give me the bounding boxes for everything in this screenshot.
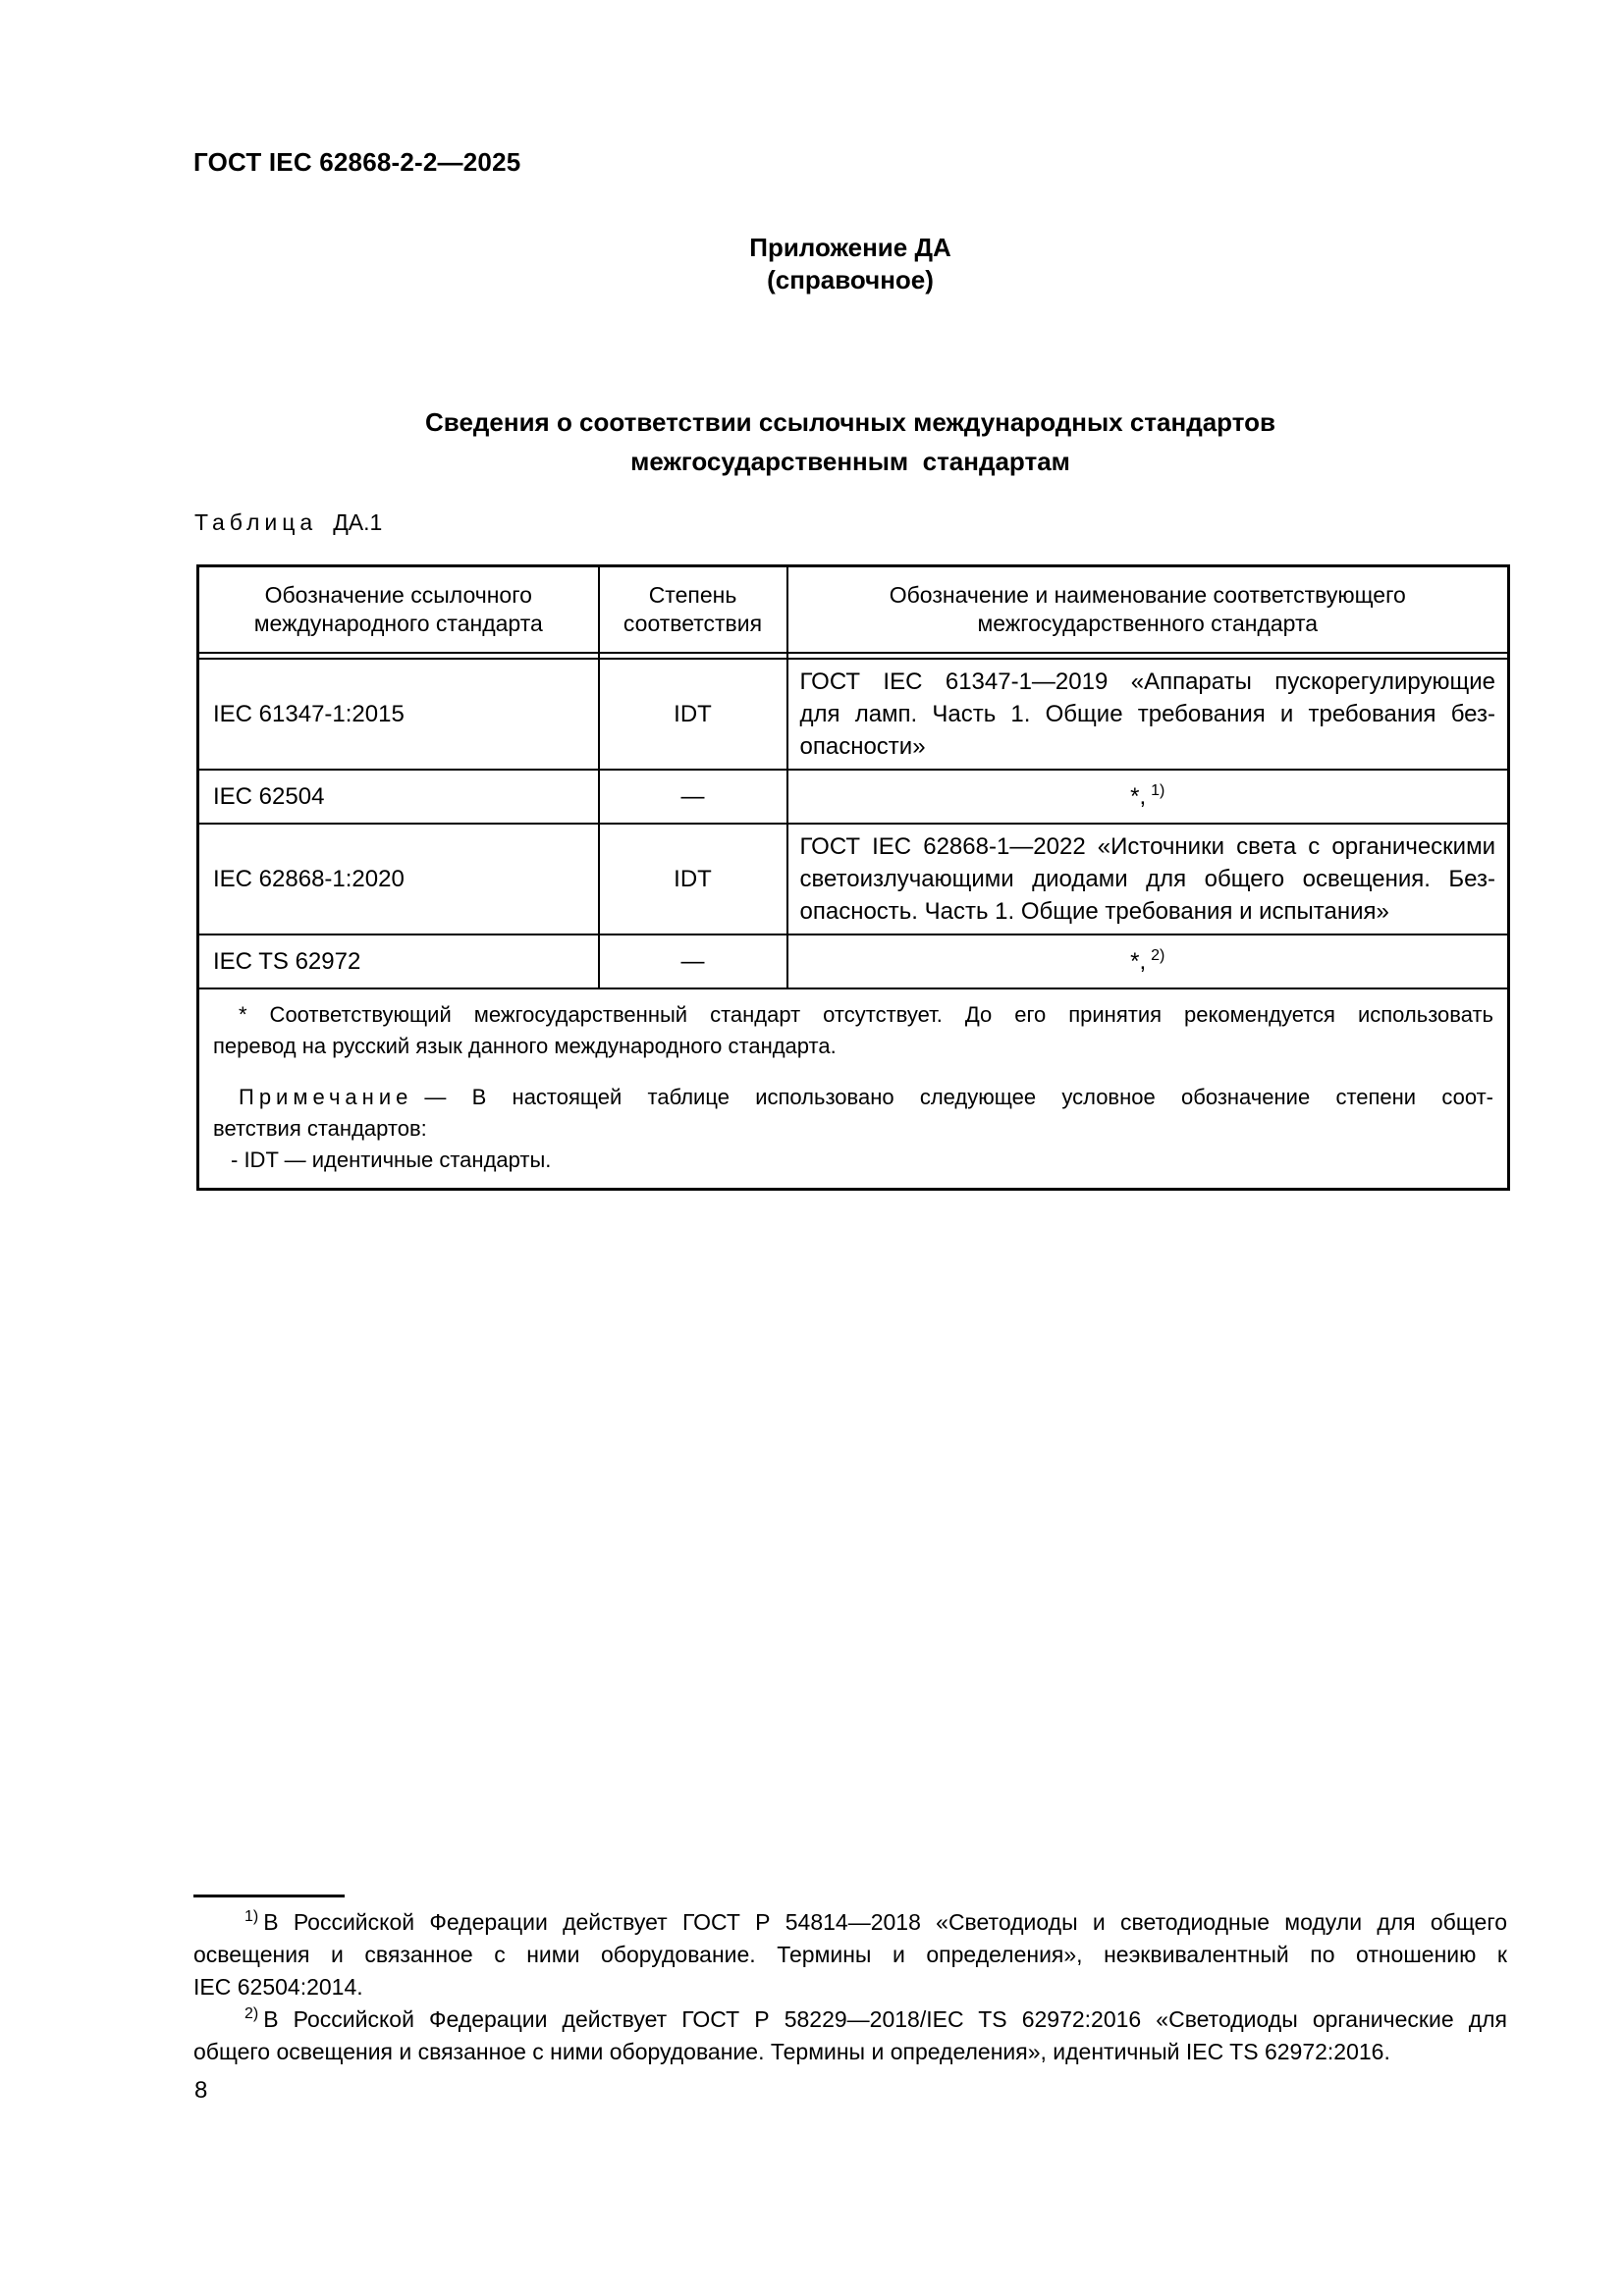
footnote-1	[193, 1906, 1507, 2003]
corr-line: опасность. Часть 1. Общие требования и испытания»	[799, 898, 1389, 925]
header-ref-line1: Обозначение ссылочного	[264, 582, 532, 608]
table-caption-number: ДА.1	[333, 509, 383, 535]
cell-degree: —	[599, 770, 787, 824]
cell-degree: IDT	[599, 824, 787, 934]
cell-footnote-marker	[787, 934, 1509, 988]
header-corresponding-standard	[787, 566, 1509, 654]
note-line	[213, 1082, 1493, 1113]
table-row	[198, 659, 1509, 770]
document-title-line2: межгосударственным стандартам	[630, 447, 1070, 476]
appendix-title: Приложение ДА	[749, 233, 951, 262]
corr-line: ГОСТ IEC 61347-1—2019 «Аппараты пускорегулирующие	[799, 668, 1495, 695]
table-footer-row	[198, 988, 1509, 1190]
footnote-2	[193, 2003, 1507, 2068]
header-degree-line2: соответствия	[623, 611, 763, 636]
corr-line: для ламп. Часть 1. Общие требования и требования без-	[799, 701, 1495, 727]
note-label: Примечание	[239, 1085, 413, 1109]
table-footer-cell	[198, 988, 1509, 1190]
footnote-text: В Российской Федерации действует ГОСТ Р 54814—2018 «Светодиоды и светодиодные модули для общего	[263, 1909, 1507, 1935]
appendix-heading	[193, 232, 1507, 296]
asterisk-marker: *,	[1130, 782, 1147, 810]
header-ref-line2: международного стандарта	[253, 611, 543, 636]
note-line: ветствия стандартов:	[213, 1116, 427, 1141]
footnote-ref-marker: 2)	[1151, 946, 1165, 964]
note-text: — В настоящей таблице использовано следующее условное обозначение степени соот-	[424, 1085, 1493, 1109]
footnote-line	[193, 2003, 1507, 2036]
cell-ref-standard: IEC 62504	[198, 770, 599, 824]
footnote-line: общего освещения и связанное с ними оборудование. Термины и определения», идентичный IEC TS 62972:2016.	[193, 2039, 1390, 2064]
table-row	[198, 824, 1509, 934]
cell-corresponding-standard	[787, 824, 1509, 934]
appendix-type: (справочное)	[767, 265, 934, 294]
table-row	[198, 770, 1509, 824]
star-note-line: * Соответствующий межгосударственный стандарт отсутствует. До его принятия рекомендуется использовать	[239, 1002, 1493, 1027]
footnote-line: освещения и связанное с ними оборудование. Термины и определения», неэквивалентный по отношению к	[193, 1942, 1507, 1967]
table-header-row	[198, 566, 1509, 654]
table-caption-word: Таблица	[194, 509, 318, 535]
header-corr-line1: Обозначение и наименование соответствующего	[889, 582, 1406, 608]
header-degree	[599, 566, 787, 654]
footnote-line	[193, 1906, 1507, 1939]
star-note-line: перевод на русский язык данного международного стандарта.	[213, 1034, 837, 1058]
footnote-divider	[193, 1895, 345, 1897]
page-footnotes	[193, 1895, 1507, 2068]
cell-footnote-marker	[787, 770, 1509, 824]
header-degree-line1: Степень	[648, 582, 737, 608]
table-note	[213, 1082, 1493, 1176]
cell-ref-standard: IEC 61347-1:2015	[198, 659, 599, 770]
table-caption	[194, 509, 382, 536]
footnote-marker: 1)	[244, 1908, 259, 1926]
document-title	[193, 402, 1507, 481]
document-title-line1: Сведения о соответствии ссылочных международных стандартов	[425, 407, 1275, 437]
cell-degree: IDT	[599, 659, 787, 770]
cell-corresponding-standard	[787, 659, 1509, 770]
standards-correspondence-table	[196, 564, 1510, 1191]
asterisk-marker: *,	[1130, 947, 1147, 975]
running-header: ГОСТ IEC 62868-2-2—2025	[193, 147, 521, 177]
cell-degree: —	[599, 934, 787, 988]
footnote-ref-marker: 1)	[1151, 781, 1165, 799]
corr-line: ГОСТ IEC 62868-1—2022 «Источники света с органическими	[799, 833, 1495, 860]
header-corr-line2: межгосударственного стандарта	[977, 611, 1319, 636]
footnote-line: IEC 62504:2014.	[193, 1974, 363, 2000]
table-row	[198, 934, 1509, 988]
corr-line: опасности»	[799, 733, 926, 760]
note-line: - IDT — идентичные стандарты.	[231, 1148, 552, 1172]
header-ref-standard	[198, 566, 599, 654]
footnote-marker: 2)	[244, 2005, 259, 2023]
cell-ref-standard: IEC TS 62972	[198, 934, 599, 988]
footnote-text: В Российской Федерации действует ГОСТ Р 58229—2018/IEC TS 62972:2016 «Светодиоды органические для	[263, 2006, 1507, 2032]
page-number: 8	[194, 2077, 208, 2104]
cell-ref-standard: IEC 62868-1:2020	[198, 824, 599, 934]
corr-line: светоизлучающими диодами для общего освещения. Без-	[799, 866, 1495, 892]
